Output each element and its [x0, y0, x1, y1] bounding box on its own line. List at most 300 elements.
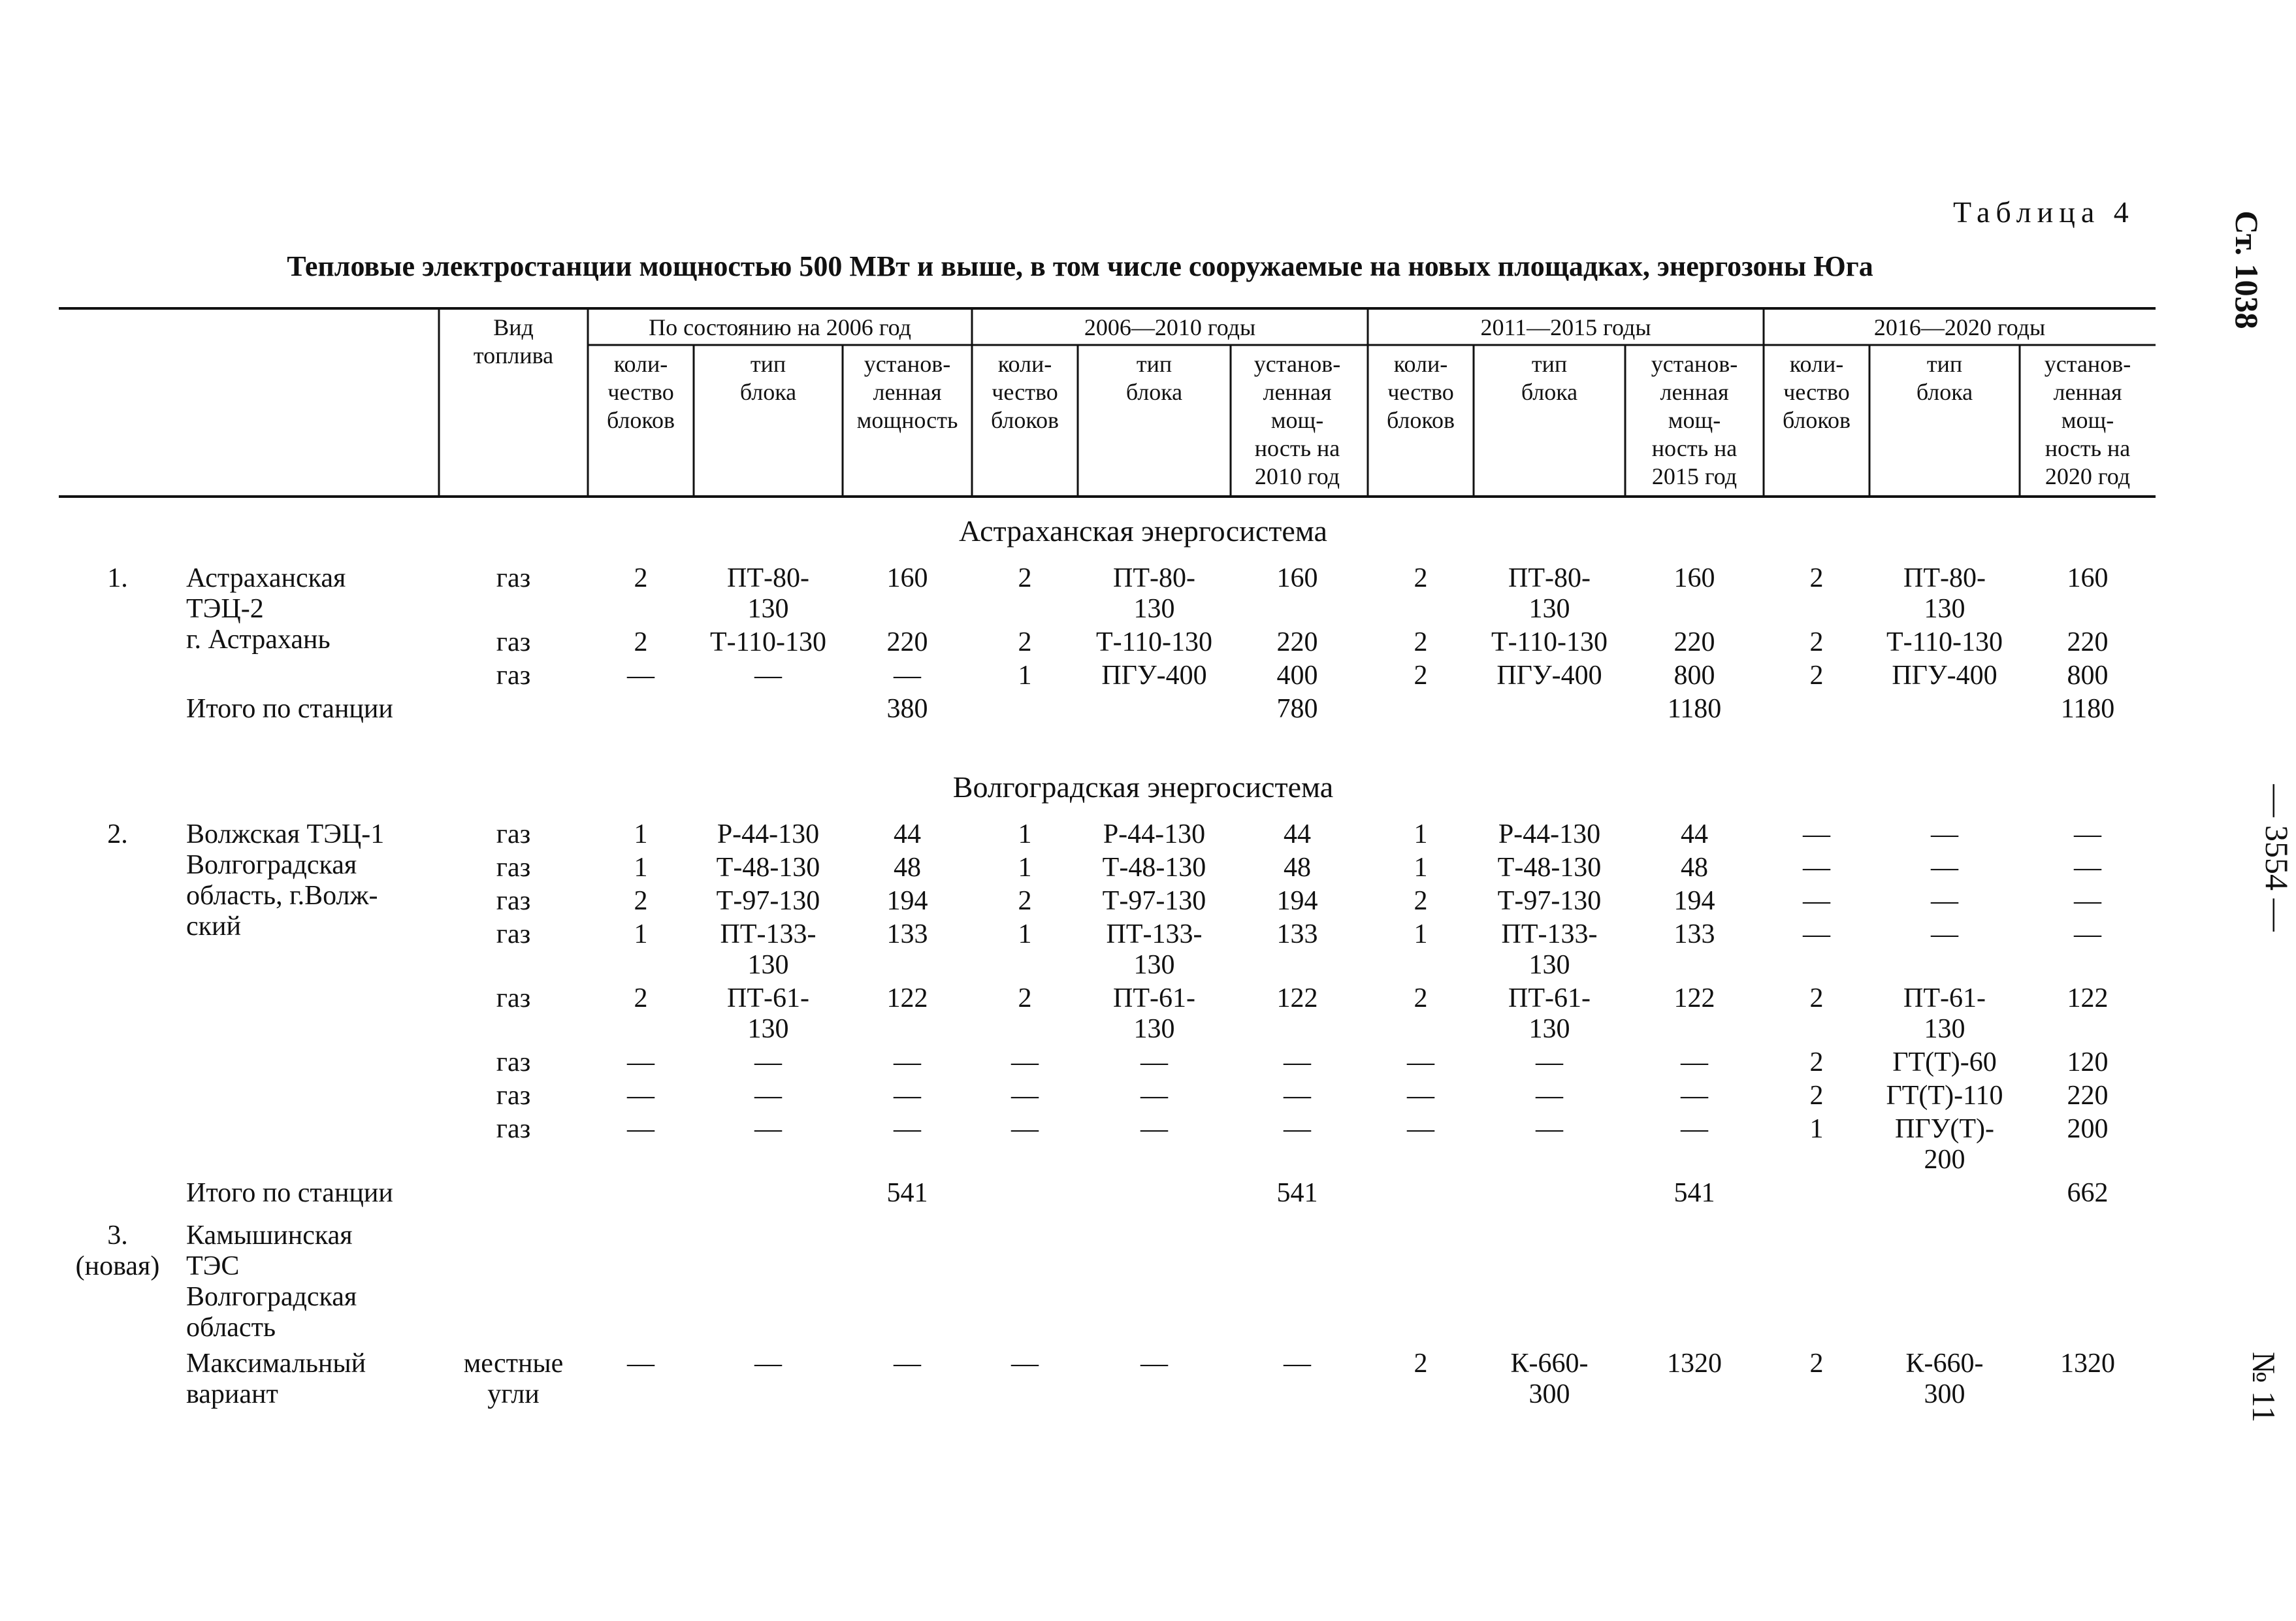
table-cell [569, 563, 713, 594]
header-power-2015-line: ность на [1651, 435, 1738, 461]
table-cell [569, 886, 713, 917]
table-cell-line: 220 [1673, 627, 1715, 657]
table-cell-line: 2 [1809, 983, 1824, 1013]
table-cell [1745, 819, 1888, 850]
table-cell-line: 200 [2067, 1114, 2109, 1144]
table-cell-line: — [1140, 1114, 1168, 1144]
table-cell [1873, 886, 2016, 917]
table-cell [569, 661, 713, 691]
header-count [956, 350, 1093, 434]
table-cell [953, 661, 1097, 691]
station-name-line: Волгоградская [186, 850, 357, 880]
table-cell [1873, 983, 2016, 1045]
table-cell [1745, 1114, 1888, 1145]
table-cell-line: ПТ-133- [720, 919, 817, 949]
table-cell-line: 133 [1276, 919, 1318, 949]
header-type-line: блока [739, 379, 797, 405]
table-cell [1082, 627, 1226, 658]
header-type-line: тип [1136, 351, 1172, 377]
table-cell-line: 2 [1809, 661, 1824, 691]
table-cell-line: — [1011, 1081, 1039, 1111]
station-total-value: 541 [1673, 1178, 1715, 1208]
table-cell-line: — [1536, 1047, 1563, 1077]
header-type-line: блока [1916, 379, 1973, 405]
table-cell [953, 853, 1097, 883]
table-cell [569, 1047, 713, 1078]
header-count [1748, 350, 1885, 434]
fuel-cell-line: газ [496, 1114, 531, 1144]
header-type-line: блока [1521, 379, 1578, 405]
table-cell-line: Т-110-130 [1095, 627, 1213, 657]
table-cell-line: ПТ-61- [1508, 983, 1591, 1013]
header-period: 2006—2010 годы [1084, 314, 1256, 340]
header-count-line: коли- [997, 351, 1052, 377]
table-cell-line: 130 [1133, 594, 1175, 624]
table-cell-line: 130 [1528, 950, 1570, 980]
station-name [186, 819, 384, 942]
table-cell [1478, 661, 1621, 691]
header-power-2015 [1626, 350, 1763, 491]
station-number [78, 819, 157, 850]
table-cell-line: — [627, 661, 655, 691]
fuel-cell [442, 1349, 585, 1410]
table-cell [1478, 1349, 1621, 1410]
table-cell-line: 130 [747, 594, 789, 624]
table-cell-line: — [1536, 1114, 1563, 1144]
table-cell-line: 130 [1528, 1014, 1570, 1044]
table-cell [2016, 1349, 2159, 1379]
table-cell-line: Т-48-130 [1102, 853, 1206, 883]
header-power-2010-line: 2010 год [1254, 463, 1340, 489]
station-number-line: 3. [107, 1220, 128, 1251]
table-cell-line: — [1931, 886, 1958, 916]
table-cell-line: 800 [2067, 661, 2109, 691]
header-count-line: блоков [990, 407, 1059, 433]
table-cell-line: 48 [1681, 853, 1708, 883]
table-cell-line: Т-48-130 [1497, 853, 1602, 883]
table-cell [1225, 853, 1369, 883]
table-cell [1873, 1047, 2016, 1078]
table-cell [1745, 661, 1888, 691]
table-cell-line: — [894, 1047, 921, 1077]
header-type [1481, 350, 1618, 406]
table-cell-line: 1 [1018, 661, 1032, 691]
header-count-line: коли- [613, 351, 668, 377]
table-cell [569, 1114, 713, 1145]
table-cell-line: 2 [1018, 627, 1032, 657]
table-cell-line: — [627, 1114, 655, 1144]
header-type [1876, 350, 2013, 406]
table-cell-line: К-660- [1510, 1349, 1589, 1379]
table-cell [569, 1081, 713, 1111]
table-cell-line: 130 [747, 950, 789, 980]
table-cell-line: — [627, 1047, 655, 1077]
table-cell [696, 1047, 840, 1078]
table-cell [1873, 1349, 2016, 1410]
table-cell [1349, 1047, 1493, 1078]
table-cell [2016, 886, 2159, 917]
table-cell-line: — [1931, 853, 1958, 883]
table-cell [2016, 627, 2159, 658]
station-number-line: 1. [107, 563, 128, 593]
table-cell-line: 2 [1018, 886, 1032, 916]
table-cell-line: 1320 [1667, 1349, 1722, 1379]
table-cell-line: — [2074, 886, 2101, 916]
table-cell [1745, 1047, 1888, 1078]
table-cell-line: Р-44-130 [717, 819, 820, 849]
station-number-line: (новая) [75, 1251, 160, 1281]
table-cell [1478, 886, 1621, 917]
station-number [78, 563, 157, 594]
table-cell [1745, 627, 1888, 658]
table-cell-line: 44 [1681, 819, 1708, 849]
station-total-value: 662 [2067, 1178, 2109, 1208]
table-cell [953, 563, 1097, 594]
table-cell [1082, 919, 1226, 981]
table-cell-line: 2 [634, 886, 648, 916]
table-cell [1745, 886, 1888, 917]
table-cell-line: — [1011, 1114, 1039, 1144]
header-count-line: блоков [1386, 407, 1455, 433]
table-cell-line: — [1536, 1081, 1563, 1111]
table-cell [1082, 1047, 1226, 1078]
table-cell [1225, 819, 1369, 850]
header-power-2015-line: мощ- [1668, 407, 1721, 433]
table-cell-line: 2 [1414, 1349, 1428, 1379]
table-cell-line: К-660- [1905, 1349, 1984, 1379]
fuel-cell [448, 1081, 579, 1111]
table-cell-line: 130 [1133, 1014, 1175, 1044]
table-cell [1745, 853, 1888, 883]
table-cell-line: 1 [634, 819, 648, 849]
table-cell [953, 886, 1097, 917]
table-cell-line: 800 [1673, 661, 1715, 691]
table-cell-line: 2 [634, 627, 648, 657]
table-cell [1478, 919, 1621, 981]
table-cell-line: — [1931, 819, 1958, 849]
table-cell [1478, 627, 1621, 658]
table-cell-line: 130 [1133, 950, 1175, 980]
table-cell [696, 1349, 840, 1379]
variant-label [186, 1349, 366, 1410]
table-cell-line: 48 [1284, 853, 1311, 883]
table-cell [1478, 1081, 1621, 1111]
table-cell-line: ПТ-80- [727, 563, 809, 593]
table-cell-line: — [1284, 1081, 1311, 1111]
table-cell [1349, 563, 1493, 594]
table-cell [1349, 853, 1493, 883]
table-cell [1225, 1349, 1369, 1379]
table-cell-line: 2 [1414, 661, 1428, 691]
table-cell-line: ПТ-80- [1113, 563, 1195, 593]
table-cell [1225, 661, 1369, 691]
table-cell-line: — [754, 1114, 782, 1144]
header-power-2015-line: ленная [1660, 379, 1729, 405]
station-total-value: 541 [886, 1178, 928, 1208]
table-cell [1478, 563, 1621, 625]
table-cell [1873, 661, 2016, 691]
table-cell [1082, 563, 1226, 625]
table-cell-line: 1 [1018, 853, 1032, 883]
table-cell [2016, 819, 2159, 850]
table-cell-line: — [894, 1349, 921, 1379]
section-title: Астраханская энергосистема [959, 514, 1327, 548]
table-cell [1349, 819, 1493, 850]
table-cell [1873, 1114, 2016, 1175]
fuel-cell [448, 983, 579, 1014]
table-cell [1082, 853, 1226, 883]
table-cell [569, 919, 713, 950]
table-cell [953, 919, 1097, 950]
table-cell-line: 1 [1414, 853, 1428, 883]
header-count-line: блоков [606, 407, 675, 433]
table-cell-line: 130 [747, 1014, 789, 1044]
header-type [1086, 350, 1223, 406]
table-cell-line: 160 [1276, 563, 1318, 593]
header-power-2015-line: установ- [1651, 351, 1738, 377]
table-cell-line: ПТ-80- [1903, 563, 1986, 593]
table-cell-line: — [627, 1349, 655, 1379]
station-total-value: 541 [1276, 1178, 1318, 1208]
table-cell-line: 1 [1414, 819, 1428, 849]
fuel-cell-line: газ [496, 853, 531, 883]
table-cell-line: ПГУ(Т)- [1895, 1114, 1994, 1144]
header-type-line: тип [1531, 351, 1568, 377]
table-cell [1349, 983, 1493, 1014]
table-cell-line: 122 [1276, 983, 1318, 1013]
header-power-2006 [839, 350, 976, 434]
table-cell-line: — [1803, 819, 1830, 849]
table-cell-line: 2 [1809, 1349, 1824, 1379]
table-cell [1349, 1349, 1493, 1379]
fuel-cell-line: газ [496, 919, 531, 949]
table-cell [1082, 819, 1226, 850]
table-cell-line: 300 [1924, 1379, 1965, 1409]
header-power-2020-line: установ- [2044, 351, 2131, 377]
table-cell [1349, 627, 1493, 658]
table-cell-line: Т-110-130 [709, 627, 827, 657]
table-cell [1225, 627, 1369, 658]
fuel-cell [448, 661, 579, 691]
table-cell [2016, 661, 2159, 691]
header-power-2015-line: 2015 год [1651, 463, 1738, 489]
table-cell [1873, 853, 2016, 883]
table-cell-line: Р-44-130 [1103, 819, 1206, 849]
table-cell-line: 1 [1809, 1114, 1824, 1144]
table-cell-line: 2 [1018, 983, 1032, 1013]
table-cell [1873, 563, 2016, 625]
table-cell-line: 133 [1673, 919, 1715, 949]
table-cell-line: 1 [1414, 919, 1428, 949]
table-cell [1873, 919, 2016, 950]
header-count-line: чество [1387, 379, 1454, 405]
table-cell [569, 1349, 713, 1379]
table-cell-line: — [1681, 1047, 1708, 1077]
header-fuel [442, 314, 585, 370]
table-cell-line: Т-97-130 [1497, 886, 1602, 916]
table-cell-line: — [1140, 1349, 1168, 1379]
table-cell [696, 853, 840, 883]
station-name-line: Астраханская [186, 563, 346, 593]
table-cell-line: ПТ-80- [1508, 563, 1591, 593]
table-cell [953, 627, 1097, 658]
header-power-2010-line: ность на [1254, 435, 1340, 461]
table-cell [2016, 919, 2159, 950]
table-cell [696, 661, 840, 691]
table-cell-line: Т-110-130 [1491, 627, 1608, 657]
table-cell-line: 122 [886, 983, 928, 1013]
table-cell-line: Т-97-130 [1102, 886, 1206, 916]
table-cell-line: 220 [2067, 1081, 2109, 1111]
table-cell-line: 2 [1414, 983, 1428, 1013]
table-cell-line: ПТ-61- [727, 983, 809, 1013]
table-cell-line: ПТ-61- [1113, 983, 1195, 1013]
station-name [186, 563, 346, 655]
table-cell-line: Т-110-130 [1886, 627, 2003, 657]
table-cell [696, 1081, 840, 1111]
table-cell-line: — [1284, 1047, 1311, 1077]
table-cell-line: 220 [2067, 627, 2109, 657]
table-cell-line: 44 [894, 819, 921, 849]
table-cell-line: 130 [1528, 594, 1570, 624]
table-cell-line: — [2074, 853, 2101, 883]
fuel-cell [448, 1047, 579, 1078]
table-cell [1478, 819, 1621, 850]
header-type-line: тип [750, 351, 786, 377]
fuel-cell-line: местные [463, 1349, 564, 1379]
header-type-line: тип [1926, 351, 1963, 377]
table-cell-line: — [754, 1349, 782, 1379]
header-power-2020-line: ленная [2053, 379, 2122, 405]
table-cell-line: 2 [634, 563, 648, 593]
table-cell-line: 2 [1414, 563, 1428, 593]
table-caption: Таблица 4 [1953, 195, 2135, 229]
header-count-line: чество [992, 379, 1058, 405]
table-cell-line: ПТ-61- [1903, 983, 1986, 1013]
table-cell-line: — [1803, 919, 1830, 949]
table-cell-line: — [894, 661, 921, 691]
table-cell [569, 853, 713, 883]
table-cell [1478, 1047, 1621, 1078]
table-cell [1349, 1114, 1493, 1145]
table-cell-line: 2 [1414, 886, 1428, 916]
fuel-cell-line: газ [496, 886, 531, 916]
fuel-cell-line: угли [487, 1379, 540, 1409]
table-cell-line: — [1140, 1081, 1168, 1111]
table-cell [1745, 1349, 1888, 1379]
table-cell [2016, 1081, 2159, 1111]
table-cell [1225, 886, 1369, 917]
header-power-2010-line: мощ- [1270, 407, 1324, 433]
table-cell-line: 2 [634, 983, 648, 1013]
table-cell [1225, 983, 1369, 1014]
table-cell [569, 627, 713, 658]
table-cell-line: 1 [1018, 819, 1032, 849]
page-number: — 3554 — [2259, 784, 2295, 932]
table-cell-line: — [894, 1114, 921, 1144]
table-cell-line: ПТ-133- [1106, 919, 1203, 949]
station-total-label: Итого по станции [186, 1178, 393, 1208]
table-cell-line: ПТ-133- [1501, 919, 1598, 949]
fuel-cell [448, 853, 579, 883]
table-cell-line: 122 [1673, 983, 1715, 1013]
table-cell [1873, 819, 2016, 850]
table-cell [1873, 627, 2016, 658]
fuel-cell-line: газ [496, 1081, 531, 1111]
table-cell-line: — [1284, 1114, 1311, 1144]
fuel-cell [448, 819, 579, 850]
table-cell [1349, 886, 1493, 917]
table-cell [2016, 1114, 2159, 1145]
header-power-2010 [1229, 350, 1366, 491]
station-number-line: 2. [107, 819, 128, 849]
table-cell-line: — [1407, 1081, 1434, 1111]
station-name [186, 1220, 357, 1343]
fuel-cell-line: газ [496, 627, 531, 657]
table-cell-line: 160 [1673, 563, 1715, 593]
table-cell [953, 1114, 1097, 1145]
fuel-cell [448, 886, 579, 917]
table-cell-line: — [1011, 1047, 1039, 1077]
station-name-line: Волжская ТЭЦ-1 [186, 819, 385, 849]
table-cell [1082, 1349, 1226, 1379]
header-power-2006-line: ленная [873, 379, 942, 405]
station-name-line: г. Астрахань [186, 625, 331, 655]
table-cell-line: — [754, 1047, 782, 1077]
header-power-2020-line: 2020 год [2045, 463, 2131, 489]
table-cell [1478, 1114, 1621, 1145]
header-power-2020-line: мощ- [2061, 407, 2114, 433]
table-cell [2016, 983, 2159, 1014]
table-cell-line: 194 [886, 886, 928, 916]
table-cell-line: 1 [634, 919, 648, 949]
table-cell-line: 220 [1276, 627, 1318, 657]
header-count-line: чество [1783, 379, 1850, 405]
table-cell-line: 133 [886, 919, 928, 949]
table-cell-line: Т-97-130 [716, 886, 820, 916]
header-power-2020 [2019, 350, 2156, 491]
table-cell [2016, 853, 2159, 883]
table-cell-line: — [1803, 853, 1830, 883]
table-cell-line: 2 [1809, 563, 1824, 593]
table-cell [1225, 919, 1369, 950]
table-cell-line: 48 [894, 853, 921, 883]
table-cell-line: Т-48-130 [716, 853, 820, 883]
table-cell-line: 44 [1284, 819, 1311, 849]
table-cell-line: — [1681, 1081, 1708, 1111]
table-cell-line: 300 [1528, 1379, 1570, 1409]
header-power-2020-line: ность на [2045, 435, 2131, 461]
table-cell-line: ГТ(Т)-110 [1886, 1081, 2003, 1111]
table-cell [1082, 886, 1226, 917]
table-cell [953, 819, 1097, 850]
table-cell [1082, 1081, 1226, 1111]
table-cell-line: — [894, 1081, 921, 1111]
table-cell-line: — [2074, 919, 2101, 949]
table-cell-line: ПГУ-400 [1496, 661, 1602, 691]
table-cell-line: — [1681, 1114, 1708, 1144]
table-cell [1478, 983, 1621, 1045]
station-total-label: Итого по станции [186, 694, 393, 724]
table-cell [2016, 563, 2159, 594]
table-cell [1225, 1081, 1369, 1111]
table-cell-line: 122 [2067, 983, 2109, 1013]
station-name-line: область [186, 1313, 276, 1343]
header-power-2006-line: мощность [856, 407, 958, 433]
table-cell-line: ПГУ-400 [1101, 661, 1207, 691]
table-title: Тепловые электростанции мощностью 500 МВт и выше, в том числе сооружаемые на новых площадках, энергозоны Юга [287, 250, 1873, 282]
table-cell-line: — [1011, 1349, 1039, 1379]
